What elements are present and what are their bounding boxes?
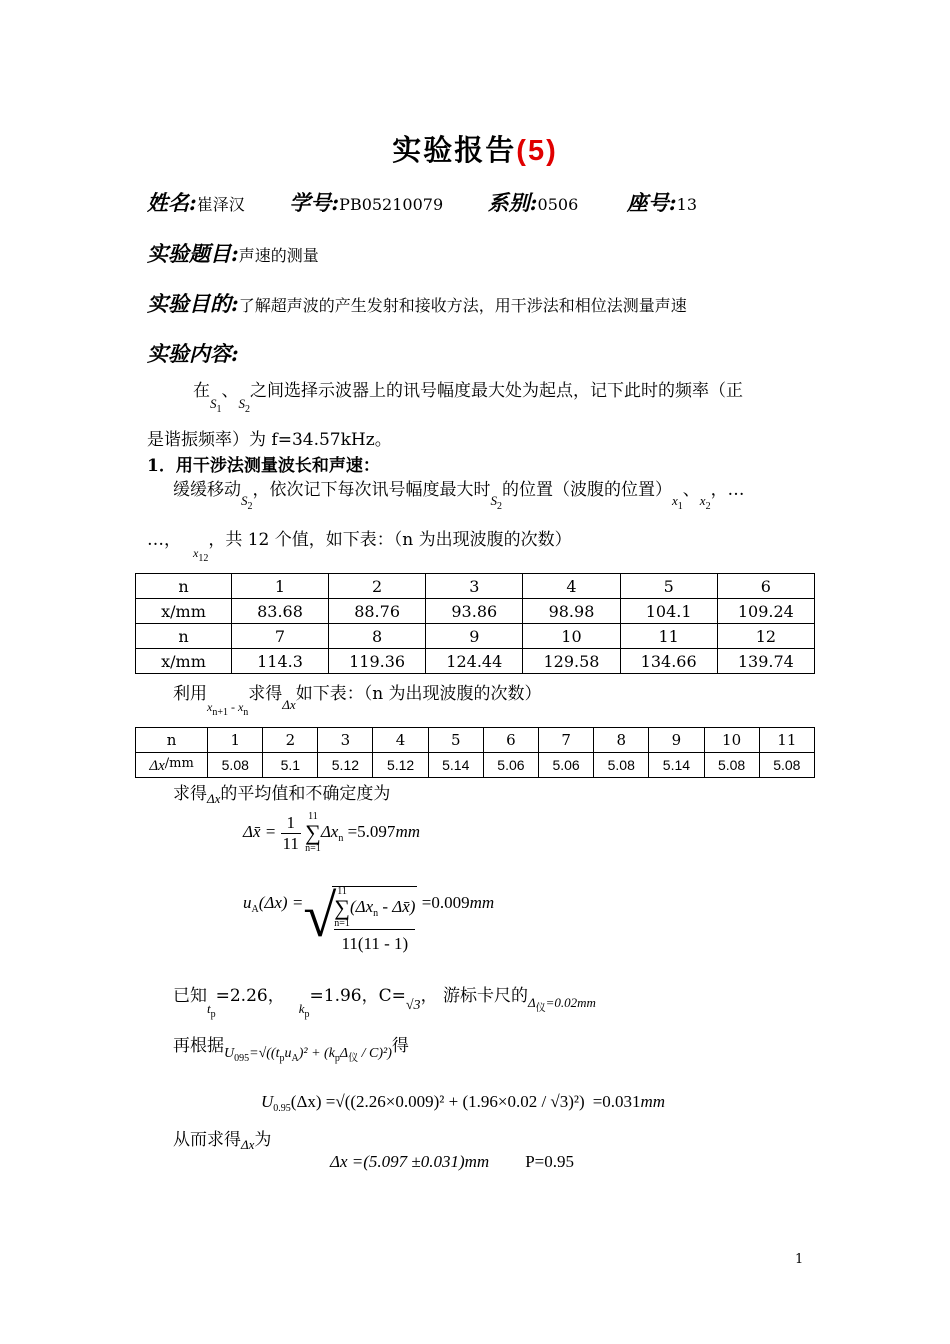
name-value: 崔泽汉	[196, 195, 245, 214]
table-cell: 11	[759, 728, 814, 753]
table-row	[136, 599, 815, 624]
table-cell: 5.14	[649, 753, 704, 778]
table-cell: 93.86	[426, 599, 523, 624]
topic-line	[147, 238, 319, 268]
table-cell: 5.14	[428, 753, 483, 778]
result-line: 从而求得$_{\Delta x}$为	[173, 1130, 272, 1152]
table-cell: 7	[232, 624, 329, 649]
formula-combined: 再根据$_{U_{095}=√((t_pu_A)^2 + (k_p\Delta_仪 / C)^2)}$得	[173, 1036, 409, 1064]
table-cell: 1	[208, 728, 263, 753]
seat-value: 13	[676, 195, 697, 214]
table-cell: 3	[318, 728, 373, 753]
purpose-line	[147, 288, 687, 318]
table-row	[136, 753, 815, 778]
table-cell: 5.08	[704, 753, 759, 778]
id-value: PB05210079	[339, 195, 444, 214]
paragraph-intro-line2: 是谐振频率）为 f=34.57kHz。	[147, 430, 392, 450]
table-cell: Δx/mm	[136, 753, 208, 778]
table-cell: 4	[373, 728, 428, 753]
table-cell: 8	[329, 624, 426, 649]
table-cell: 5.06	[483, 753, 538, 778]
purpose-value: 了解超声波的产生发射和接收方法，用干涉法和相位法测量声速	[238, 296, 687, 315]
dept-label: 系别:	[487, 190, 538, 215]
table-cell: n	[136, 624, 232, 649]
page-title: 实验报告(5)	[392, 133, 558, 167]
table-cell: 5.12	[318, 753, 373, 778]
table-cell: 6	[717, 574, 814, 599]
table-cell: 129.58	[523, 649, 620, 674]
table-cell: 119.36	[329, 649, 426, 674]
paragraph-average: 求得$_{\Delta x}$的平均值和不确定度为	[173, 784, 391, 806]
table-cell: 10	[704, 728, 759, 753]
table-cell: x/mm	[136, 599, 232, 624]
table-row	[136, 574, 815, 599]
table-cell: 5	[428, 728, 483, 753]
paragraph-intro: 在$_{S_1}$、$_{S_2}$之间选择示波器上的讯号幅度最大处为起点，记下此时的频率（正	[193, 381, 743, 415]
table-cell: 114.3	[232, 649, 329, 674]
topic-label: 实验题目:	[147, 241, 239, 266]
table-cell: 98.98	[523, 599, 620, 624]
seat-label: 座号:	[626, 190, 677, 215]
table-cell: 4	[523, 574, 620, 599]
purpose-label: 实验目的:	[147, 291, 239, 316]
table-cell: 83.68	[232, 599, 329, 624]
table-cell: 2	[329, 574, 426, 599]
table-cell: 7	[539, 728, 594, 753]
table-cell: 11	[620, 624, 717, 649]
table-cell: 2	[263, 728, 318, 753]
table-cell: 139.74	[717, 649, 814, 674]
position-table	[135, 573, 815, 674]
table-cell: 5.06	[539, 753, 594, 778]
table-cell: x/mm	[136, 649, 232, 674]
table-cell: 5.08	[208, 753, 263, 778]
page-number: 1	[795, 1252, 804, 1267]
table-cell: 5.1	[263, 753, 318, 778]
table-cell: 5.12	[373, 753, 428, 778]
table-cell: 5	[620, 574, 717, 599]
table-cell: 5.08	[594, 753, 649, 778]
table-cell: 5.08	[759, 753, 814, 778]
table-cell: 8	[594, 728, 649, 753]
table-cell: 104.1	[620, 599, 717, 624]
table-cell: 10	[523, 624, 620, 649]
dept-value: 0506	[537, 195, 579, 214]
content-label: 实验内容:	[147, 341, 239, 366]
paragraph-method: 缓缓移动$_{S_2}$，依次记下每次讯号幅度最大时$_{S_2}$的位置（波腹的位置）$_{x_1}$、$_{x_2}$，…	[173, 480, 745, 512]
table-cell: 134.66	[620, 649, 717, 674]
table-cell: 88.76	[329, 599, 426, 624]
section-1-title: 1．用干涉法测量波长和声速：	[147, 456, 380, 476]
table-cell: 124.44	[426, 649, 523, 674]
table-cell: n	[136, 574, 232, 599]
difference-table	[135, 727, 815, 778]
table-cell: 9	[426, 624, 523, 649]
table-cell: 12	[717, 624, 814, 649]
name-label: 姓名:	[147, 190, 197, 215]
table-row	[136, 649, 815, 674]
table-cell: n	[136, 728, 208, 753]
equation-expanded-uncertainty: $U_{0.95}(\Delta x) =√((2.26\times 0.009)^2 + (1.96\times 0.02 / √3)^2) =0.031mm$	[261, 1092, 666, 1114]
known-values: 已知$_{t_p}$=2.26，$_{k_p}$=1.96，$C=_{√3}$， 游标卡尺的$_{\Delta_仪=0.02mm}$	[173, 986, 596, 1020]
final-result: Δx =(5.097 ±0.031)mm P=0.95	[330, 1152, 575, 1171]
table-cell: 3	[426, 574, 523, 599]
table-row	[136, 728, 815, 753]
equation-uncertainty: $u_A(\Delta x)$ =√ 11 ∑ n=1 ($\Delta x_n$ - Δx̄) 11(11 - 1) =0.009mm	[243, 883, 495, 953]
table-cell: 6	[483, 728, 538, 753]
student-info	[147, 187, 697, 217]
topic-value: 声速的测量	[238, 246, 319, 265]
equation-mean: Δx̄ = $\frac{1}{11}$ 11 ∑ n=1 $\Delta x_n =5.097mm$	[243, 811, 420, 854]
paragraph-difference: 利用$_{x_{n+1} - x_n}$求得$_{\Delta x}$如下表：（n 为出现波腹的次数）	[173, 684, 542, 718]
table-cell: 1	[232, 574, 329, 599]
paragraph-method-line2: …，$_{x_{12}}$，共 12 个值，如下表：（n 为出现波腹的次数）	[147, 530, 572, 564]
table-cell: 9	[649, 728, 704, 753]
table-row	[136, 624, 815, 649]
id-label: 学号:	[289, 190, 340, 215]
table-cell: 109.24	[717, 599, 814, 624]
